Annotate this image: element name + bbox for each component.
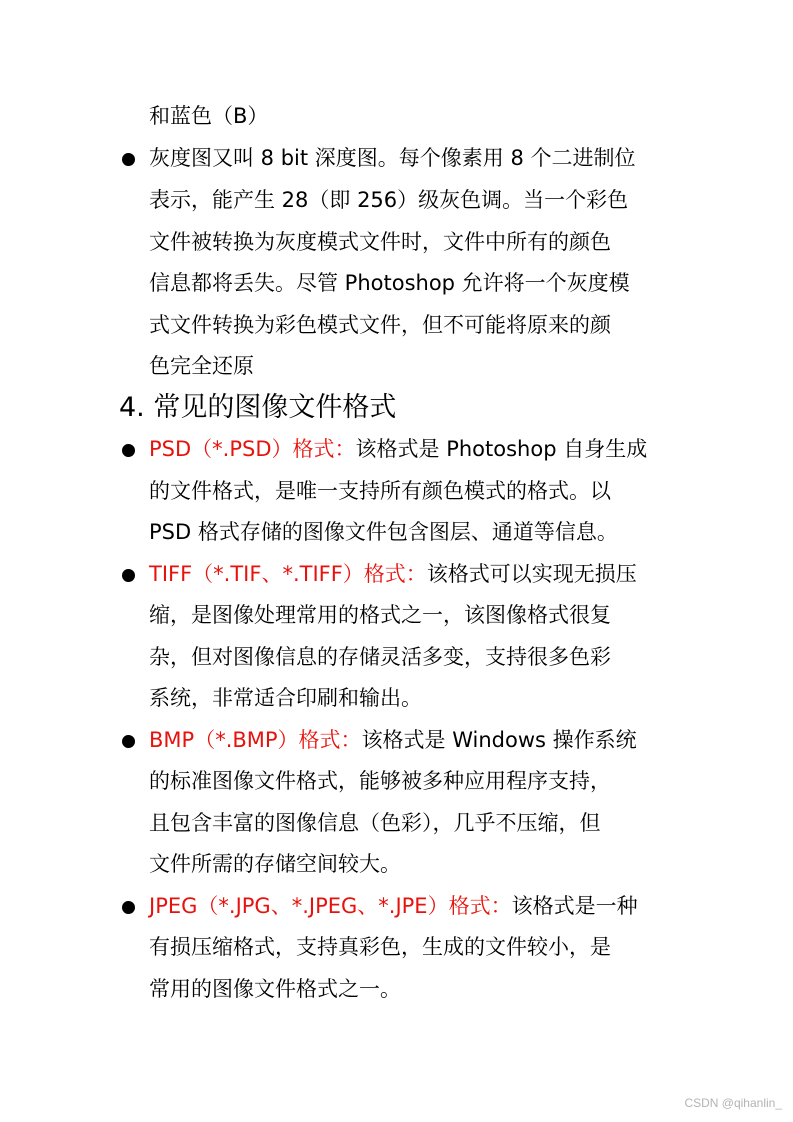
- bullet-icon: [122, 153, 135, 166]
- text-line: 式文件转换为彩色模式文件，但不可能将原来的颜: [149, 313, 611, 337]
- list-item-first-line: [149, 725, 637, 755]
- format-label: BMP（*.BMP）格式：: [149, 728, 362, 752]
- text-line: 表示，能产生 28（即 256）级灰色调。当一个彩色: [149, 188, 629, 212]
- list-item-first-line: [149, 891, 638, 921]
- format-description: 该格式是一种: [511, 894, 638, 918]
- format-label: JPEG（*.JPG、*.JPEG、*.JPE）格式：: [149, 894, 512, 918]
- text-line: 且包含丰富的图像信息（色彩），几乎不压缩，但: [149, 811, 601, 835]
- watermark: CSDN @qihanlin_: [684, 1096, 782, 1110]
- text-line: 和蓝色（B）: [149, 104, 269, 128]
- format-description: 该格式可以实现无损压: [426, 562, 637, 586]
- text-line: 文件被转换为灰度模式文件时，文件中所有的颜色: [149, 230, 611, 254]
- format-description: 该格式是 Photoshop 自身生成: [355, 437, 648, 461]
- list-item-first-line: [149, 559, 637, 589]
- text-line: 系统，非常适合印刷和输出。: [149, 686, 422, 710]
- bullet-icon: [122, 901, 135, 914]
- format-label: TIFF（*.TIF、*.TIFF）格式：: [149, 562, 427, 586]
- format-label: PSD（*.PSD）格式：: [149, 437, 356, 461]
- text-line: 色完全还原: [149, 354, 254, 378]
- list-item-first-line: [149, 434, 647, 464]
- text-line: 的标准图像文件格式，能够被多种应用程序支持，: [149, 769, 611, 793]
- bullet-icon: [122, 444, 135, 457]
- bullet-icon: [122, 735, 135, 748]
- text-line: 信息都将丢失。尽管 Photoshop 允许将一个灰度模: [149, 271, 630, 295]
- bullet-icon: [122, 569, 135, 582]
- section-heading: 4. 常见的图像文件格式: [119, 392, 397, 423]
- text-line: 杂，但对图像信息的存储灵活多变，支持很多色彩: [149, 645, 611, 669]
- format-description: 该格式是 Windows 操作系统: [361, 728, 637, 752]
- text-line: 缩，是图像处理常用的格式之一，该图像格式很复: [149, 603, 611, 627]
- text-line: 灰度图又叫 8 bit 深度图。每个像素用 8 个二进制位: [149, 146, 636, 170]
- text-line: 有损压缩格式，支持真彩色，生成的文件较小，是: [149, 935, 611, 959]
- text-line: 的文件格式，是唯一支持所有颜色模式的格式。以: [149, 479, 611, 503]
- text-line: 常用的图像文件格式之一。: [149, 977, 401, 1001]
- text-line: 文件所需的存储空间较大。: [149, 852, 401, 876]
- text-line: PSD 格式存储的图像文件包含图层、通道等信息。: [149, 520, 618, 544]
